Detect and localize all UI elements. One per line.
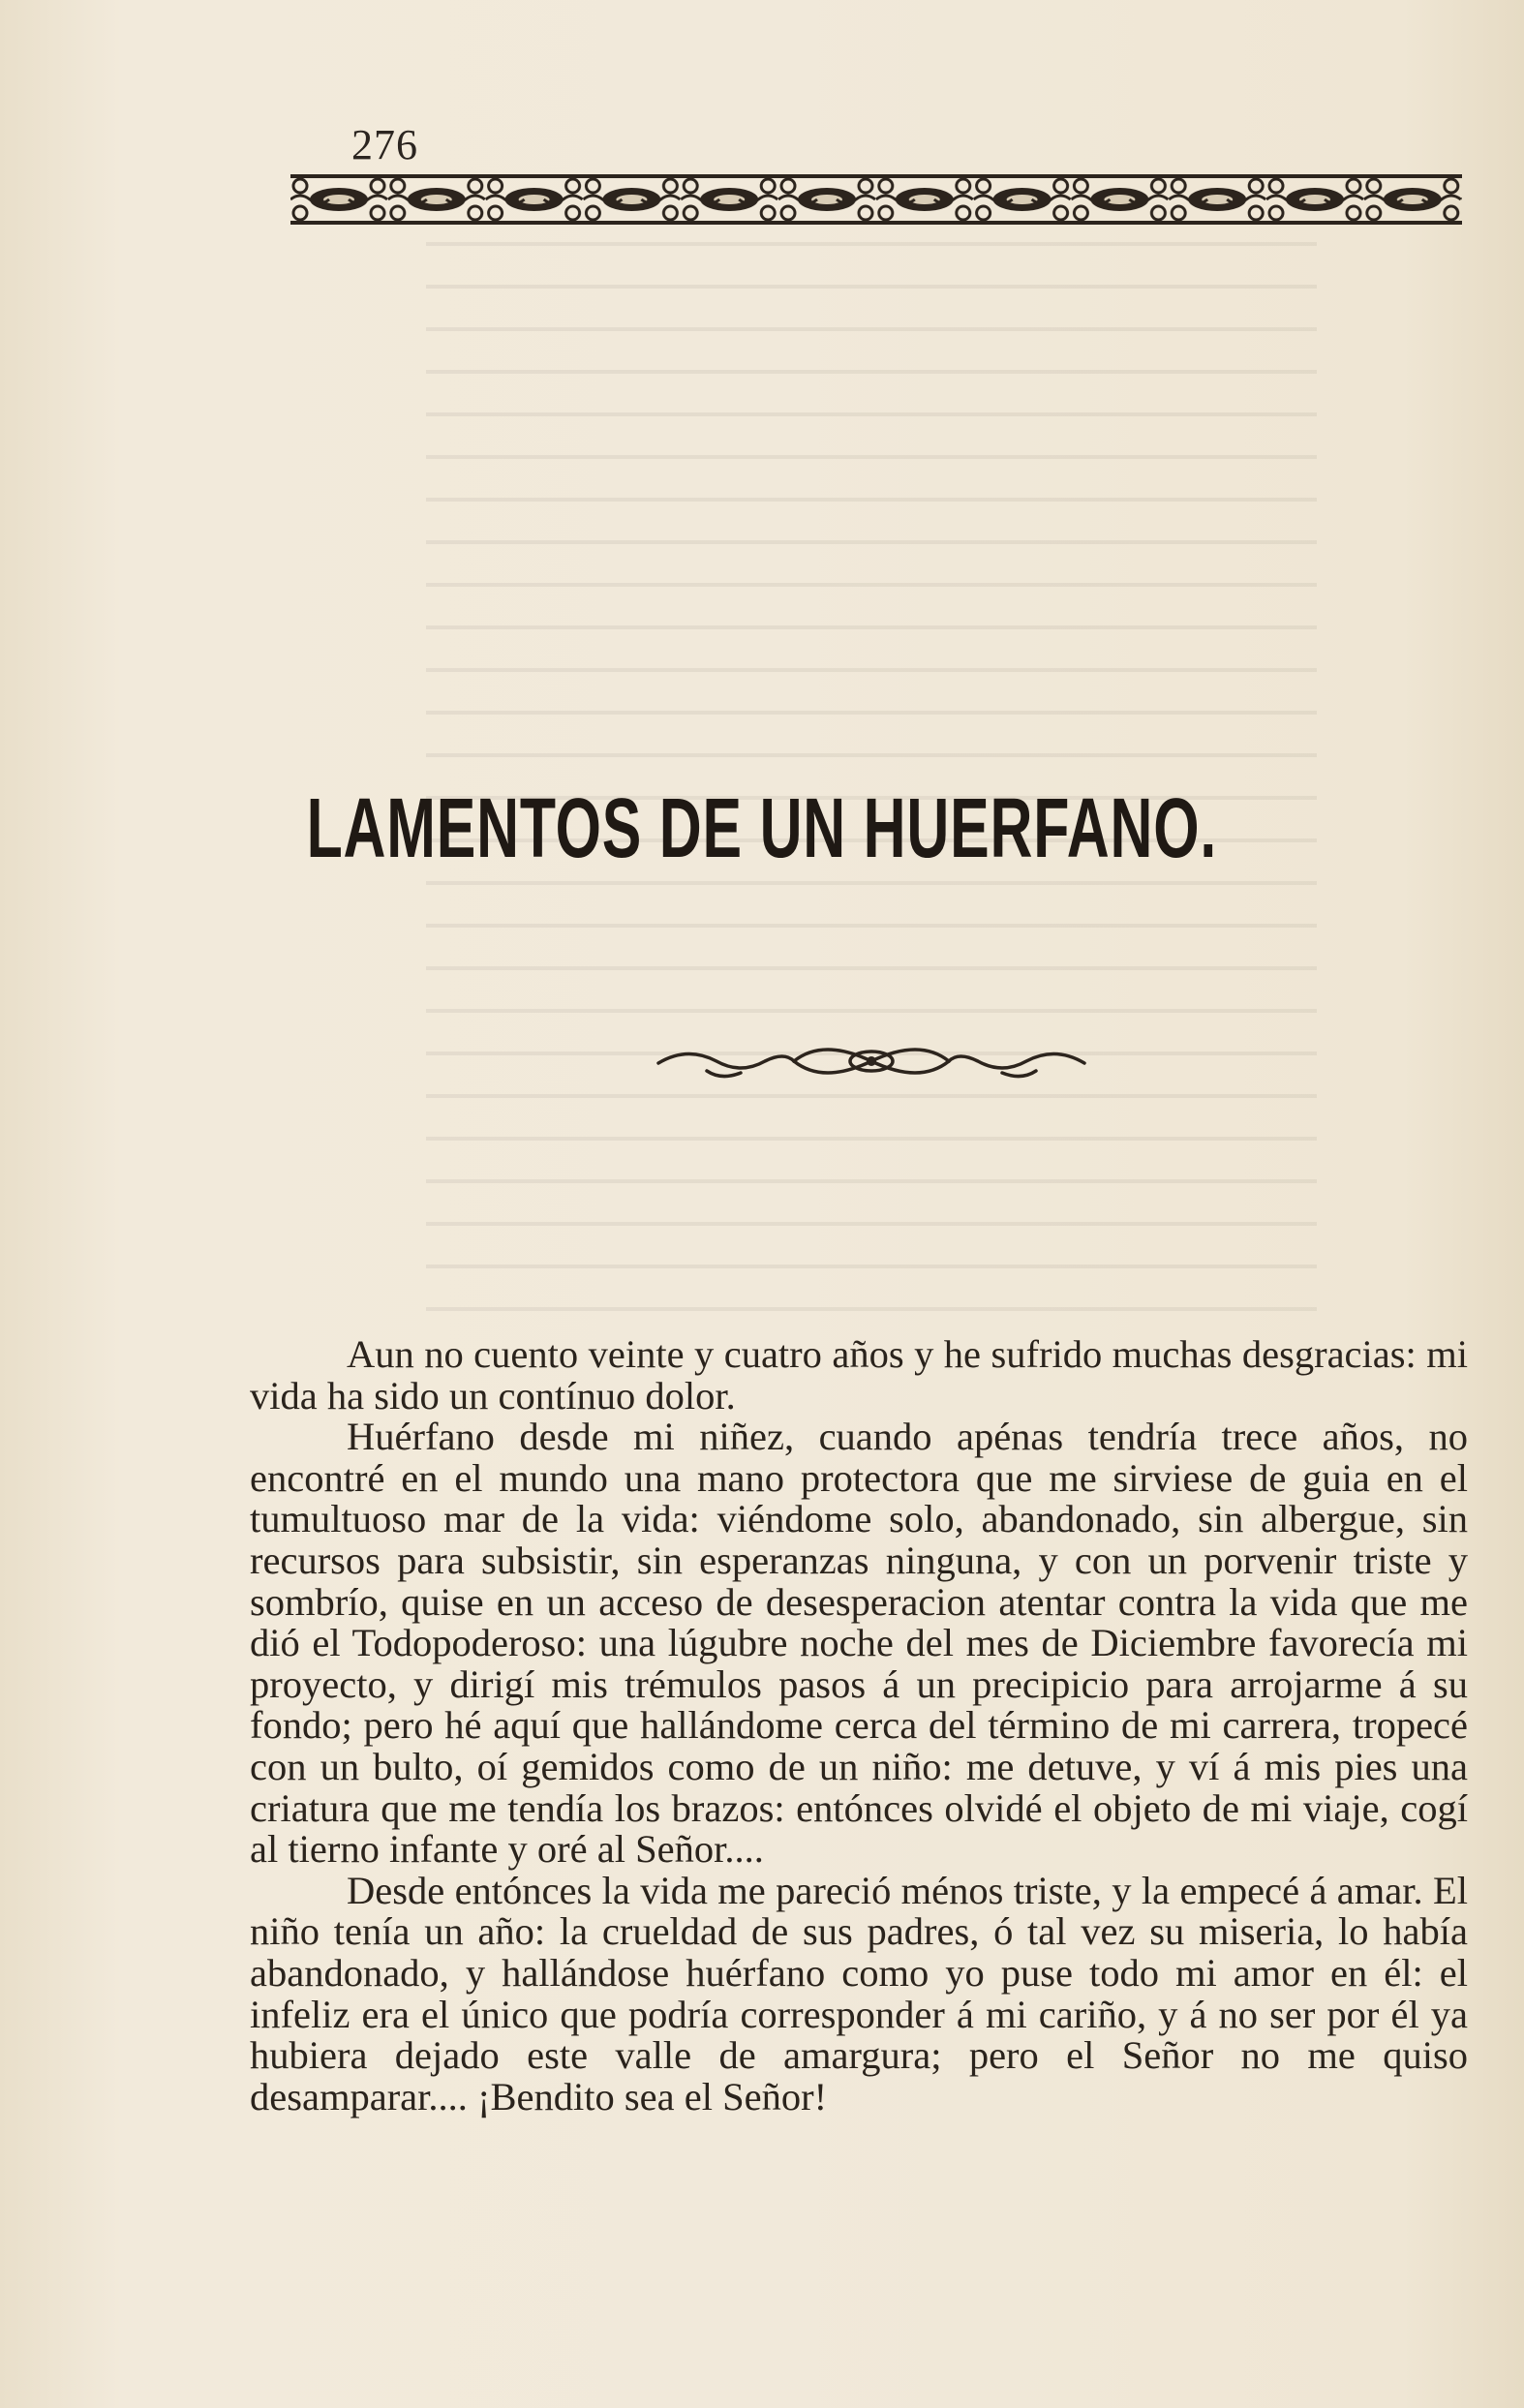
- paragraph: Desde entónces la vida me pareció ménos triste, y la empecé á amar. El niño tenía un año: la crueldad de sus padres, ó tal vez su miseria, lo había abandonado, y hallándose huérfano como yo puse todo mi amor en él: el infeliz era el único que podría corresponder á mi cariño, y á no ser por él ya hubiera dejado este valle de amargura; pero el Señor no me quiso desamparar.... ¡Bendito sea el Señor!: [250, 1868, 1468, 2118]
- paragraph: Huérfano desde mi niñez, cuando apénas tendría trece años, no encontré en el mundo una mano protectora que me sirviese de guia en el tumultuoso mar de la vida: viéndome solo, abandonado, sin albergue, sin recursos para subsistir, sin esperanzas ninguna, y con un porvenir triste y sombrío, quise en un acceso de desesperacion atentar contra la vida que me dió el Todopoderoso: una lúgubre noche del mes de Diciembre favorecía mi proyecto, y dirigí mis trémulos pasos á un precipicio para arrojarme á su fondo; pero hé aquí que hallándome cerca del término de mi carrera, tropecé con un bulto, oí gemidos como de un niño: me detuve, y ví á mis pies una criatura que me tendía los brazos: entónces olvidé el objeto de mi viaje, cogí al tierno infante y oré al Señor....: [250, 1415, 1468, 1872]
- ornamental-border-icon: [290, 172, 1462, 227]
- paragraph: Aun no cuento veinte y cuatro años y he sufrido muchas desgracias: mi vida ha sido un contínuo dolor.: [250, 1332, 1468, 1417]
- article-body: [250, 1334, 1468, 2118]
- article-title-wrap: [0, 779, 1524, 876]
- flourish-divider-icon: [649, 1032, 1094, 1090]
- page-number: 276: [351, 121, 418, 168]
- show-through-text: [426, 213, 1317, 1326]
- article-title: LAMENTOS DE UN HUERFANO.: [306, 779, 1218, 876]
